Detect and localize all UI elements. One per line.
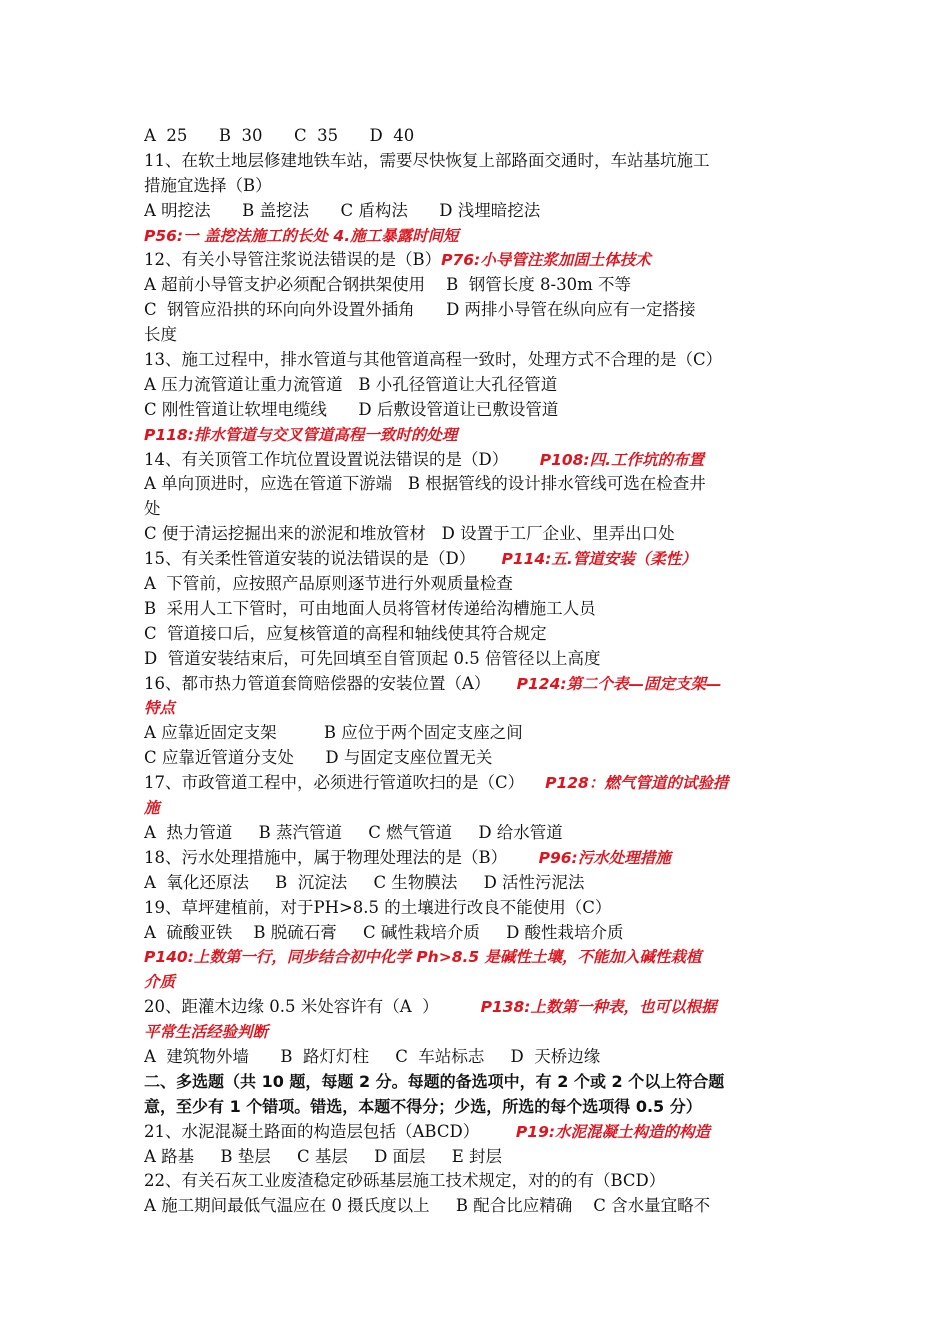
question-text: B 采用人工下管时，可由地面人员将管材传递给沟槽施工人员 — [144, 598, 596, 618]
question-text: 长度 — [144, 325, 177, 345]
text-line — [144, 597, 810, 622]
annotation-note: P76:小导管注浆加固土体技术 — [441, 251, 651, 270]
text-line — [144, 124, 810, 149]
annotation-note: 施 — [144, 799, 160, 818]
text-line — [144, 896, 810, 921]
text-line — [144, 572, 810, 597]
text-line — [144, 995, 810, 1020]
question-text: 15、有关柔性管道安装的说法错误的是（D） — [144, 549, 502, 569]
question-text: 17、市政管道工程中，必须进行管道吹扫的是（C） — [144, 773, 546, 793]
section-heading: 二、多选题（共 10 题，每题 2 分。每题的备选项中，有 2 个或 2 个以上符合题 — [144, 1071, 725, 1091]
annotation-note: P56:一 盖挖法施工的长处 4.施工暴露时间短 — [144, 226, 459, 245]
question-text: 13、施工过程中，排水管道与其他管道高程一致时，处理方式不合理的是（C） — [144, 350, 723, 370]
text-line — [144, 273, 810, 298]
question-text: C 钢管应沿拱的环向向外设置外插角 D 两排小导管在纵向应有一定搭接 — [144, 300, 696, 320]
text-line — [144, 373, 810, 398]
text-line — [144, 846, 810, 871]
annotation-note: 特点 — [144, 699, 176, 718]
text-line — [144, 448, 810, 473]
question-text: A 应靠近固定支架 B 应位于两个固定支座之间 — [144, 723, 523, 743]
annotation-note: P138:上数第一种表，也可以根据 — [480, 998, 717, 1017]
question-text: A 超前小导管支护必须配合钢拱架使用 B 钢管长度 8-30m 不等 — [144, 275, 631, 295]
question-text: A 25 B 30 C 35 D 40 — [144, 126, 415, 145]
question-text: 11、在软土地层修建地铁车站，需要尽快恢复上部路面交通时，车站基坑施工 — [144, 150, 710, 170]
question-text: C 便于清运挖掘出来的淤泥和堆放管材 D 设置于工厂企业、里弄出口处 — [144, 524, 675, 544]
text-line — [144, 672, 810, 697]
annotation-note: 平常生活经验判断 — [144, 1023, 269, 1042]
text-line — [144, 547, 810, 572]
text-line — [144, 721, 810, 746]
text-line — [144, 149, 810, 174]
annotation-note: P114:五.管道安装（柔性） — [501, 550, 697, 569]
section-heading: 意，至少有 1 个错项。错选，本题不得分；少选，所选的每个选项得 0.5 分） — [144, 1096, 702, 1116]
document-page — [144, 124, 810, 1219]
annotation-note: P140:上数第一行，同步结合初中化学 Ph>8.5 是碱性土壤，不能加入碱性栽植 — [144, 948, 702, 967]
annotation-note: 介质 — [144, 973, 176, 992]
question-text: 20、距灌木边缘 0.5 米处容许有（A ） — [144, 997, 481, 1017]
text-line — [144, 1169, 810, 1194]
question-text: 措施宜选择（B） — [144, 175, 272, 195]
text-line — [144, 647, 810, 672]
text-line — [144, 522, 810, 547]
text-line — [144, 771, 810, 796]
question-text: 处 — [144, 499, 161, 519]
text-line — [144, 1095, 810, 1120]
annotation-note: P128：燃气管道的试验措 — [545, 774, 729, 793]
text-line — [144, 945, 810, 970]
question-text: 14、有关顶管工作坑位置设置说法错误的是（D） — [144, 449, 540, 469]
annotation-note: P108:四.工作坑的布置 — [539, 450, 705, 469]
question-text: 19、草坪建植前，对于PH>8.5 的土壤进行改良不能使用（C） — [144, 897, 612, 917]
question-text: 12、有关小导管注浆说法错误的是（B） — [144, 250, 442, 270]
question-text: C 管道接口后，应复核管道的高程和轴线使其符合规定 — [144, 623, 547, 643]
text-line — [144, 746, 810, 771]
annotation-note: P124:第二个表—固定支架— — [516, 674, 722, 693]
question-text: A 热力管道 B 蒸汽管道 C 燃气管道 D 给水管道 — [144, 822, 563, 842]
question-text: A 下管前，应按照产品原则逐节进行外观质量检查 — [144, 574, 513, 594]
text-line — [144, 174, 810, 199]
text-line — [144, 1045, 810, 1070]
question-text: 21、水泥混凝土路面的构造层包括（ABCD） — [144, 1121, 516, 1141]
text-line — [144, 323, 810, 348]
text-line — [144, 696, 810, 721]
text-line — [144, 248, 810, 273]
text-line — [144, 1070, 810, 1095]
annotation-note: P118:排水管道与交叉管道高程一致时的处理 — [144, 425, 458, 444]
text-line — [144, 1194, 810, 1219]
question-text: A 氧化还原法 B 沉淀法 C 生物膜法 D 活性污泥法 — [144, 872, 585, 892]
text-line — [144, 821, 810, 846]
text-line — [144, 472, 810, 497]
question-text: A 建筑物外墙 B 路灯灯柱 C 车站标志 D 天桥边缘 — [144, 1046, 601, 1066]
text-line — [144, 921, 810, 946]
question-text: A 明挖法 B 盖挖法 C 盾构法 D 浅埋暗挖法 — [144, 200, 541, 220]
text-line — [144, 298, 810, 323]
question-text: A 路基 B 垫层 C 基层 D 面层 E 封层 — [144, 1146, 503, 1166]
text-line — [144, 1120, 810, 1145]
annotation-note: P19:水泥混凝土构造的构造 — [515, 1122, 711, 1141]
text-line — [144, 1145, 810, 1170]
question-text: A 硫酸亚铁 B 脱硫石膏 C 碱性栽培介质 D 酸性栽培介质 — [144, 922, 624, 942]
text-line — [144, 796, 810, 821]
question-text: 16、都市热力管道套筒赔偿器的安装位置（A） — [144, 673, 517, 693]
question-text: A 施工期间最低气温应在 0 摄氏度以上 B 配合比应精确 C 含水量宜略不 — [144, 1196, 711, 1216]
text-line — [144, 199, 810, 224]
text-line — [144, 622, 810, 647]
text-line — [144, 497, 810, 522]
text-line — [144, 224, 810, 249]
text-line — [144, 348, 810, 373]
question-text: A 压力流管道让重力流管道 B 小孔径管道让大孔径管道 — [144, 374, 558, 394]
annotation-note: P96:污水处理措施 — [538, 848, 671, 867]
question-text: A 单向顶进时，应选在管道下游端 B 根据管线的设计排水管线可选在检查井 — [144, 474, 706, 494]
text-line — [144, 398, 810, 423]
text-line — [144, 1020, 810, 1045]
question-text: C 应靠近管道分支处 D 与固定支座位置无关 — [144, 748, 493, 768]
question-text: C 刚性管道让软埋电缆线 D 后敷设管道让已敷设管道 — [144, 399, 559, 419]
question-text: D 管道安装结束后，可先回填至自管顶起 0.5 倍管径以上高度 — [144, 648, 601, 668]
text-line — [144, 871, 810, 896]
text-line — [144, 970, 810, 995]
question-text: 18、污水处理措施中，属于物理处理法的是（B） — [144, 847, 539, 867]
text-line — [144, 423, 810, 448]
question-text: 22、有关石灰工业废渣稳定砂砾基层施工技术规定，对的的有（BCD） — [144, 1171, 666, 1191]
